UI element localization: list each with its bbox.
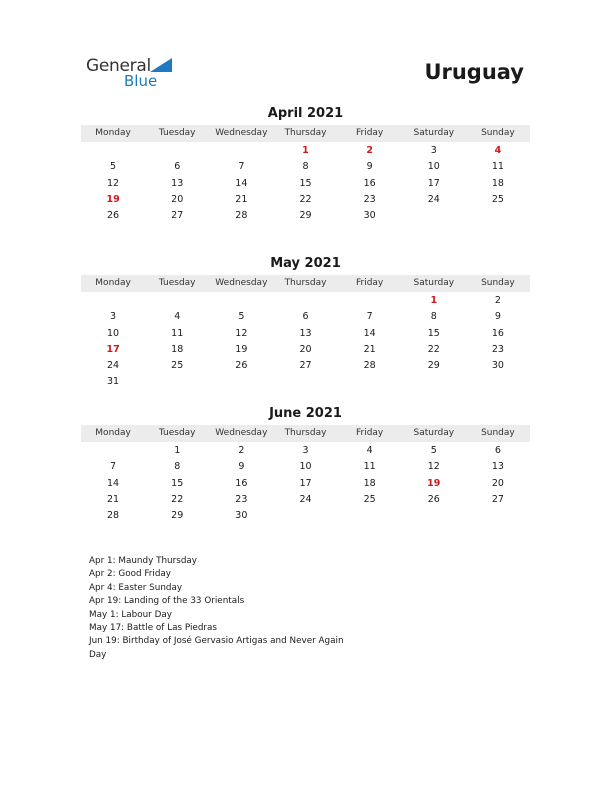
empty-day-cell <box>81 143 145 159</box>
weekday-header: Saturday <box>413 128 455 138</box>
week-row <box>81 358 530 374</box>
day-cell: 1 <box>302 145 309 156</box>
day-cell: 13 <box>299 327 312 339</box>
day-cell: 6 <box>494 445 501 456</box>
weekday-header-row <box>81 125 530 142</box>
day-cell: 2 <box>494 295 501 306</box>
day-cell: 26 <box>427 493 440 505</box>
weekday-header: Wednesday <box>215 428 268 438</box>
empty-day-cell <box>209 293 273 309</box>
day-cell: 30 <box>491 360 504 372</box>
month-calendar <box>81 256 530 391</box>
day-cell: 4 <box>494 145 502 156</box>
week-row <box>81 508 530 524</box>
day-cell: 25 <box>491 193 504 205</box>
week-row <box>81 492 530 508</box>
month-title: April 2021 <box>267 106 344 121</box>
month-title: June 2021 <box>269 406 342 421</box>
day-cell: 8 <box>174 461 181 473</box>
weekday-header: Tuesday <box>158 278 196 288</box>
empty-day-cell <box>338 293 402 309</box>
empty-day-cell <box>81 443 145 459</box>
weekday-header: Thursday <box>284 128 327 138</box>
day-cell: 19 <box>106 193 120 205</box>
day-cell: 16 <box>363 177 376 189</box>
holiday-list-item: Apr 19: Landing of the 33 Orientals <box>89 596 245 607</box>
day-cell: 10 <box>299 461 312 473</box>
day-cell: 4 <box>366 445 373 456</box>
day-cell: 12 <box>427 461 440 473</box>
day-cell: 15 <box>171 477 184 489</box>
logo-word-blue: Blue <box>124 72 158 90</box>
day-cell: 6 <box>302 311 309 323</box>
day-cell: 5 <box>110 161 117 173</box>
day-cell: 5 <box>430 445 437 456</box>
week-row <box>81 476 530 492</box>
empty-day-cell <box>145 293 209 309</box>
day-cell: 28 <box>107 510 120 522</box>
weekday-header: Tuesday <box>158 428 196 438</box>
day-cell: 14 <box>107 477 120 489</box>
empty-day-cell <box>273 293 337 309</box>
day-cell: 18 <box>491 177 504 189</box>
country-title: Uruguay <box>424 60 524 84</box>
day-cell: 8 <box>430 311 437 323</box>
day-cell: 24 <box>107 360 120 372</box>
empty-day-cell <box>402 508 466 524</box>
week-row <box>81 326 530 342</box>
weekday-header: Monday <box>95 128 131 138</box>
day-cell: 4 <box>174 311 181 323</box>
day-cell: 7 <box>110 461 117 473</box>
day-cell: 24 <box>299 493 312 505</box>
day-cell: 6 <box>174 161 181 173</box>
day-cell: 23 <box>491 343 504 355</box>
day-cell: 29 <box>171 510 184 522</box>
day-cell: 10 <box>107 327 120 339</box>
day-cell: 9 <box>366 161 373 173</box>
day-cell: 28 <box>363 360 376 372</box>
day-cell: 24 <box>427 193 440 205</box>
day-cell: 20 <box>299 343 312 355</box>
month-title: May 2021 <box>270 256 341 271</box>
week-row <box>81 143 530 159</box>
weekday-header: Wednesday <box>215 278 268 288</box>
day-cell: 11 <box>491 161 504 173</box>
day-cell: 25 <box>171 360 184 372</box>
weekday-header: Monday <box>95 278 131 288</box>
day-cell: 23 <box>235 493 248 505</box>
day-cell: 1 <box>430 295 438 306</box>
day-cell: 26 <box>235 360 248 372</box>
empty-day-cell <box>209 374 273 390</box>
empty-day-cell <box>145 374 209 390</box>
day-cell: 22 <box>299 193 312 205</box>
day-cell: 3 <box>110 311 117 323</box>
week-row <box>81 309 530 325</box>
day-cell: 12 <box>107 177 120 189</box>
day-cell: 17 <box>299 477 312 489</box>
day-cell: 14 <box>235 177 248 189</box>
empty-day-cell <box>338 374 402 390</box>
empty-day-cell <box>145 143 209 159</box>
empty-day-cell <box>466 374 530 390</box>
day-cell: 27 <box>491 493 504 505</box>
day-cell: 19 <box>235 343 248 355</box>
day-cell: 11 <box>363 461 376 473</box>
holiday-list-item: May 17: Battle of Las Piedras <box>89 623 218 634</box>
holiday-list-item: Apr 2: Good Friday <box>89 569 171 580</box>
week-row <box>81 374 530 390</box>
weekday-header-row <box>81 425 530 442</box>
day-cell: 18 <box>363 477 376 489</box>
day-cell: 22 <box>171 493 184 505</box>
empty-day-cell <box>466 508 530 524</box>
day-cell: 28 <box>235 210 248 222</box>
day-cell: 15 <box>427 327 440 339</box>
day-cell: 16 <box>491 327 504 339</box>
day-cell: 16 <box>235 477 248 489</box>
empty-day-cell <box>81 293 145 309</box>
day-cell: 31 <box>107 376 120 388</box>
weekday-header: Friday <box>355 428 384 438</box>
weekday-header: Monday <box>95 428 131 438</box>
logo-triangle-icon <box>150 58 172 72</box>
holiday-list-item: Apr 4: Easter Sunday <box>89 582 183 593</box>
day-cell: 1 <box>174 445 181 456</box>
weekday-header: Sunday <box>481 128 515 138</box>
day-cell: 21 <box>107 493 120 505</box>
weekday-header: Thursday <box>284 278 327 288</box>
day-cell: 12 <box>235 327 248 339</box>
day-cell: 9 <box>494 311 501 323</box>
day-cell: 29 <box>299 210 312 222</box>
weekday-header: Sunday <box>481 428 515 438</box>
day-cell: 17 <box>427 177 440 189</box>
day-cell: 20 <box>491 477 504 489</box>
empty-day-cell <box>402 208 466 224</box>
day-cell: 11 <box>171 327 184 339</box>
empty-day-cell <box>273 508 337 524</box>
weekday-header: Saturday <box>413 428 455 438</box>
holiday-list-item: Apr 1: Maundy Thursday <box>89 556 197 566</box>
weekday-header: Thursday <box>284 428 327 438</box>
week-row <box>81 208 530 224</box>
week-row <box>81 159 530 175</box>
day-cell: 10 <box>427 161 440 173</box>
week-row <box>81 293 530 309</box>
week-row <box>81 443 530 459</box>
weekday-header: Wednesday <box>215 128 268 138</box>
week-row <box>81 176 530 192</box>
weekday-header-row <box>81 275 530 292</box>
day-cell: 8 <box>302 161 309 173</box>
empty-day-cell <box>402 374 466 390</box>
empty-day-cell <box>466 208 530 224</box>
day-cell: 13 <box>491 461 504 473</box>
day-cell: 7 <box>238 161 245 173</box>
day-cell: 25 <box>363 493 376 505</box>
day-cell: 20 <box>171 193 184 205</box>
day-cell: 2 <box>366 145 373 156</box>
empty-day-cell <box>338 508 402 524</box>
day-cell: 15 <box>299 177 312 189</box>
week-row <box>81 459 530 475</box>
holiday-list <box>89 555 349 662</box>
week-row <box>81 192 530 208</box>
day-cell: 13 <box>171 177 184 189</box>
day-cell: 18 <box>171 343 184 355</box>
day-cell: 7 <box>366 311 373 323</box>
day-cell: 19 <box>427 477 441 489</box>
weekday-header: Saturday <box>413 278 455 288</box>
day-cell: 29 <box>427 360 440 372</box>
day-cell: 21 <box>363 343 376 355</box>
weekday-header: Friday <box>355 128 384 138</box>
weekday-header: Sunday <box>481 278 515 288</box>
day-cell: 17 <box>106 343 120 355</box>
month-calendar <box>81 106 530 224</box>
empty-day-cell <box>273 374 337 390</box>
day-cell: 30 <box>363 210 376 222</box>
day-cell: 23 <box>363 193 376 205</box>
logo-word-general: General <box>86 56 151 76</box>
day-cell: 2 <box>238 445 245 456</box>
month-calendar <box>81 406 530 524</box>
brand-logo <box>86 56 186 92</box>
holiday-list-item: Jun 19: Birthday of José Gervasio Artigas and Never Again Day <box>89 636 344 660</box>
day-cell: 3 <box>302 445 309 456</box>
day-cell: 3 <box>430 145 437 156</box>
day-cell: 22 <box>427 343 440 355</box>
day-cell: 9 <box>238 461 245 473</box>
day-cell: 14 <box>363 327 376 339</box>
week-row <box>81 342 530 358</box>
day-cell: 21 <box>235 193 248 205</box>
day-cell: 30 <box>235 510 248 522</box>
day-cell: 26 <box>107 210 120 222</box>
day-cell: 27 <box>171 210 184 222</box>
holiday-list-item: May 1: Labour Day <box>89 609 172 620</box>
empty-day-cell <box>209 143 273 159</box>
day-cell: 27 <box>299 360 312 372</box>
weekday-header: Tuesday <box>158 128 196 138</box>
day-cell: 5 <box>238 311 245 323</box>
weekday-header: Friday <box>355 278 384 288</box>
